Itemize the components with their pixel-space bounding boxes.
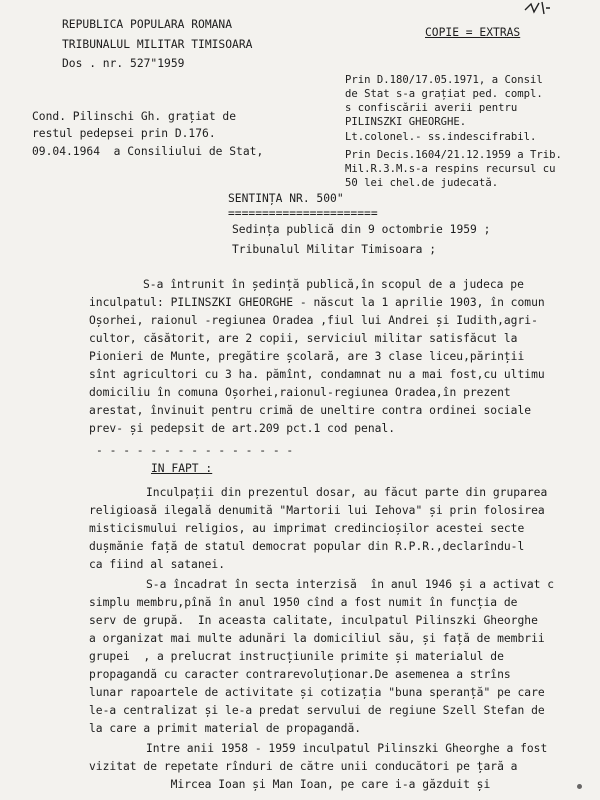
body-line: domiciliu în comuna Oșorhei,raionul-regiunea Oradea,în prezent bbox=[89, 386, 511, 399]
header-court: TRIBUNALUL MILITAR TIMISOARA bbox=[62, 38, 253, 51]
copy-extract-title: COPIE = EXTRAS bbox=[425, 26, 521, 39]
section-heading-in-fapt: IN FAPT : bbox=[151, 462, 213, 475]
body-line: cultor, căsătorit, are 2 copii, serviciul militar satisfăcut la bbox=[89, 332, 518, 345]
body-line: misticismului religios, au imprimat credincioșilor acestei secte bbox=[89, 522, 525, 535]
body-line: Inculpații din prezentul dosar, au făcut parte din gruparea bbox=[146, 486, 548, 499]
appeal-note-line: 50 lei chel.de judecată. bbox=[345, 177, 499, 189]
signature-mark bbox=[522, 0, 552, 16]
ink-blot bbox=[577, 784, 582, 789]
body-line: Intre anii 1958 - 1959 inculpatul Pilinszki Gheorghe a fost bbox=[146, 742, 548, 755]
body-line: serv de grupă. In aceasta calitate, inculpatul Pilinszki Gheorghe bbox=[89, 614, 538, 627]
body-line: Oșorhei, raionul -regiunea Oradea ,fiul lui Andrei și Iudith,agri- bbox=[89, 314, 538, 327]
body-line: prev- și pedepsit de art.209 pct.1 cod penal. bbox=[89, 422, 396, 435]
decree-note-line: Lt.colonel.- ss.indescifrabil. bbox=[345, 131, 537, 143]
body-line: arestat, învinuit pentru crimă de uneltire contra ordinei sociale bbox=[89, 404, 532, 417]
header-dossier-number: Dos . nr. 527"1959 bbox=[62, 57, 185, 70]
session-line: Tribunalul Militar Timisoara ; bbox=[232, 243, 437, 256]
dotted-separator: - - - - - - - - - - - - - - - bbox=[96, 444, 294, 457]
body-line: propagandă cu caracter contrarevoluționar.De asemenea a strîns bbox=[89, 668, 511, 681]
body-line: inculpatul: PILINSZKI GHEORGHE - născut la 1 aprilie 1903, în comun bbox=[89, 296, 545, 309]
body-line: le-a centralizat și le-a predat servului de regiune Szell Stefan de bbox=[89, 704, 545, 717]
decree-note-line: Prin D.180/17.05.1971, a Consil bbox=[345, 74, 543, 86]
appeal-note-line: Prin Decis.1604/21.12.1959 a Trib. bbox=[345, 149, 562, 161]
body-line: S-a încadrat în secta interzisă în anul 1946 și a activat c bbox=[146, 578, 555, 591]
body-line: grupei , a prelucrat instrucțiunile primite și materialul de bbox=[89, 650, 504, 663]
body-line: dușmănie față de statul democrat popular din R.P.R.,declarîndu-l bbox=[89, 540, 525, 553]
body-line: sînt agricultori cu 3 ha. pămînt, condamnat nu a mai fost,cu ultimu bbox=[89, 368, 545, 381]
session-line: Sedința publică din 9 octombrie 1959 ; bbox=[232, 223, 491, 236]
title-underline: ====================== bbox=[228, 207, 378, 220]
decree-note-line: s confiscării averii pentru bbox=[345, 102, 518, 114]
pardon-note-line: Cond. Pilinschi Gh. grațiat de bbox=[32, 110, 237, 123]
body-line: lunar rapoartele de activitate și cotizația "buna speranță" pe care bbox=[89, 686, 545, 699]
body-line: S-a întrunit în ședință publică,în scopul de a judeca pe bbox=[143, 278, 524, 291]
pardon-note-line: 09.04.1964 a Consiliului de Stat, bbox=[32, 145, 264, 158]
body-line: Pionieri de Munte, pregătire școlară, are 3 clase liceu,părinții bbox=[89, 350, 525, 363]
decree-note-line: de Stat s-a grațiat ped. compl. bbox=[345, 88, 543, 100]
decree-note-line: PILINSZKI GHEORGHE. bbox=[345, 116, 467, 128]
appeal-note-line: Mil.R.3.M.s-a respins recursul cu bbox=[345, 163, 556, 175]
body-line: religioasă ilegală denumită "Martorii lui Iehova" și prin folosirea bbox=[89, 504, 545, 517]
body-line: ca fiind al satanei. bbox=[89, 558, 226, 571]
body-line: la care a primit material de propagandă. bbox=[89, 722, 362, 735]
body-line: Mircea Ioan și Man Ioan, pe care i-a găzduit și bbox=[89, 778, 491, 791]
body-line: a organizat mai multe adunări la domiciliul său, și față de membrii bbox=[89, 632, 545, 645]
pardon-note-line: restul pedepsei prin D.176. bbox=[32, 127, 216, 140]
body-line: vizitat de repetate rînduri de către unii conducători pe țară a bbox=[89, 760, 518, 773]
sentence-title: SENTINȚA NR. 500" bbox=[228, 192, 344, 205]
body-line: simplu membru,pînă în anul 1950 cînd a fost numit în funcția de bbox=[89, 596, 518, 609]
header-country: REPUBLICA POPULARA ROMANA bbox=[62, 18, 233, 31]
